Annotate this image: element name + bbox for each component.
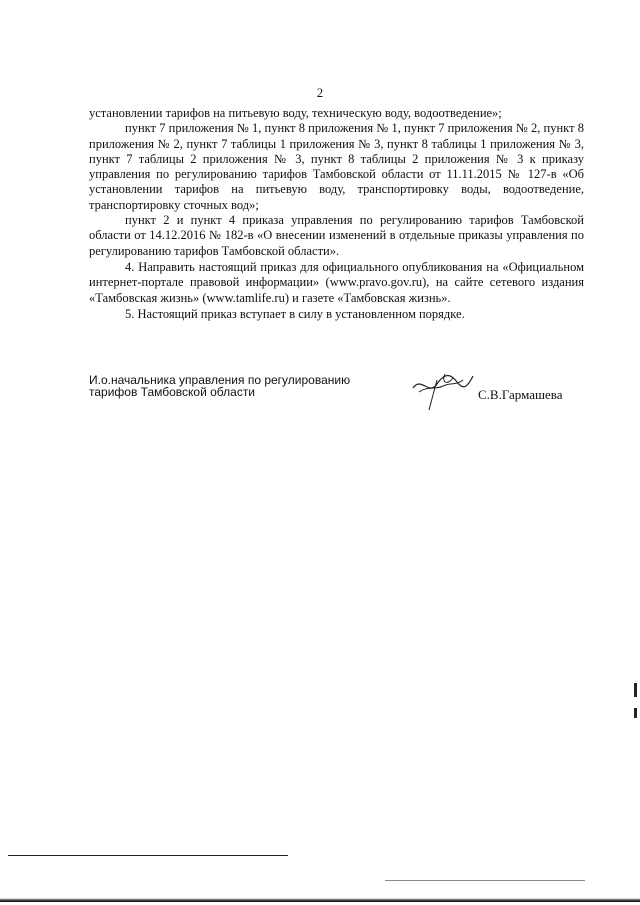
paragraph-repealed-items-182v: пункт 2 и пункт 4 приказа управления по регулированию тарифов Тамбовской области от 14.12.2016 № 182-в «О внесении изменений в отдельные приказы управления по регулированию тарифов Тамбовской области». xyxy=(89,213,584,258)
handwritten-signature xyxy=(407,366,477,412)
paragraph-continuation: установлении тарифов на питьевую воду, техническую воду, водоотведение»; xyxy=(89,106,502,120)
signer-position-line-1: И.о.начальника управления по регулированию xyxy=(89,373,351,387)
signer-position-line-2: тарифов Тамбовской области xyxy=(89,385,256,399)
paragraph-item-4-publication: 4. Направить настоящий приказ для официального опубликования на «Официальном интернет-портале правовой информации» (www.pravo.gov.ru), на сайте сетевого издания «Тамбовская жизнь» (www.tamlife.ru) и газете «Тамбовская жизнь». xyxy=(89,259,584,305)
signer-name: С.В.Гармашева xyxy=(478,387,563,402)
scan-edge-mark xyxy=(634,683,637,697)
document-body xyxy=(89,106,584,322)
scan-artifact-line xyxy=(385,880,585,881)
footer-rule xyxy=(8,855,288,856)
scan-edge-bottom xyxy=(0,898,640,902)
signer-position xyxy=(89,374,389,398)
paragraph-item-5-effect: 5. Настоящий приказ вступает в силу в установленном порядке. xyxy=(125,306,465,321)
signature-block xyxy=(89,374,589,414)
paragraph-repealed-items-127v: пункт 7 приложения № 1, пункт 8 приложения № 1, пункт 7 приложения № 2, пункт 8 приложения № 2, пункт 7 таблицы 1 приложения № 3, пункт 8 таблицы 1 приложения № 3, пункт 7 таблицы 2 приложения № 3, пункт 8 таблицы 2 приложения № 3 к приказу управления по регулированию тарифов Тамбовской области от 11.11.2015 № 127-в «Об установлении тарифов на питьевую воду, транспортировку воды, водоотведение, транспортировку сточных вод»; xyxy=(89,121,584,212)
scan-edge-mark xyxy=(634,708,637,718)
page-number: 2 xyxy=(316,86,324,100)
